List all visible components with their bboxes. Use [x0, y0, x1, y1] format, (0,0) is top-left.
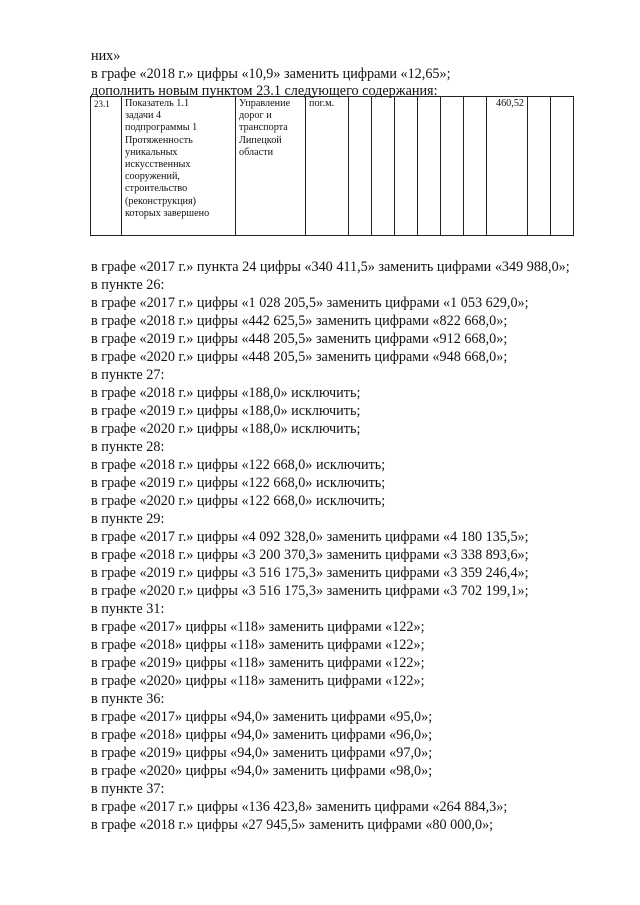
cell-value: 460,52 — [487, 97, 528, 236]
cell-empty — [349, 97, 372, 236]
cell-text-line: Показатель 1.1 — [125, 98, 190, 109]
text-line: в графе «2019 г.» цифры «122 668,0» исключить; — [91, 475, 386, 491]
text-line: в графе «2019 г.» цифры «188,0» исключить; — [91, 403, 361, 419]
cell-empty — [528, 97, 551, 236]
text-line: в графе «2020 г.» цифры «188,0» исключить; — [91, 421, 361, 437]
cell-text-line: задачи 4 — [125, 110, 162, 122]
text-line: в графе «2017 г.» пункта 24 цифры «340 411,5» заменить цифрами «349 988,0»; — [91, 259, 570, 275]
text-line: в графе «2019» цифры «94,0» заменить цифрами «97,0»; — [91, 745, 433, 761]
text-line: в графе «2017» цифры «94,0» заменить цифрами «95,0»; — [91, 709, 433, 725]
text-line: в графе «2019 г.» цифры «448 205,5» заменить цифрами «912 668,0»; — [91, 331, 508, 347]
cell-empty — [395, 97, 418, 236]
cell-text-line: которых завершено — [125, 207, 210, 219]
text-line: в графе «2017» цифры «118» заменить цифрами «122»; — [91, 619, 425, 635]
text-line: в графе «2017 г.» цифры «1 028 205,5» заменить цифрами «1 053 629,0»; — [91, 295, 529, 311]
text-line: в пункте 29: — [91, 511, 165, 527]
text-line: в графе «2019 г.» цифры «3 516 175,3» заменить цифрами «3 359 246,4»; — [91, 565, 529, 581]
text-line: в пункте 28: — [91, 439, 165, 455]
text-line: в пункте 27: — [91, 367, 165, 383]
text-line: в пункте 36: — [91, 691, 165, 707]
text-line: в графе «2018» цифры «118» заменить цифрами «122»; — [91, 637, 425, 653]
cell-text-line: транспорта — [239, 122, 288, 134]
cell-empty — [464, 97, 487, 236]
text-line: в графе «2020 г.» цифры «448 205,5» заменить цифрами «948 668,0»; — [91, 349, 508, 365]
text-line: в графе «2020» цифры «94,0» заменить цифрами «98,0»; — [91, 763, 433, 779]
text-line: в графе «2020 г.» цифры «3 516 175,3» заменить цифрами «3 702 199,1»; — [91, 583, 529, 599]
text-line: в пункте 31: — [91, 601, 165, 617]
cell-empty — [418, 97, 441, 236]
text-line: дополнить новым пунктом 23.1 следующего содержания: — [91, 83, 438, 99]
text-line: в графе «2020 г.» цифры «122 668,0» исключить; — [91, 493, 386, 509]
text-line: в графе «2018» цифры «94,0» заменить цифрами «96,0»; — [91, 727, 433, 743]
inserted-table-wrapper — [90, 96, 574, 236]
text-line: в графе «2018 г.» цифры «122 668,0» исключить; — [91, 457, 386, 473]
text-line: в графе «2019» цифры «118» заменить цифрами «122»; — [91, 655, 425, 671]
text-line: в пункте 37: — [91, 781, 165, 797]
cell-indicator-name — [122, 97, 236, 236]
text-line: в графе «2017 г.» цифры «4 092 328,0» заменить цифрами «4 180 135,5»; — [91, 529, 529, 545]
cell-text-line: дорог и — [239, 110, 272, 122]
text-line: в графе «2018 г.» цифры «27 945,5» заменить цифрами «80 000,0»; — [91, 817, 494, 833]
cell-text-line: искусственных — [125, 159, 191, 171]
cell-text-line: Липецкой — [239, 134, 282, 146]
cell-responsible-org — [236, 97, 306, 236]
cell-text-line: области — [239, 146, 274, 158]
cell-empty — [551, 97, 574, 236]
cell-empty — [372, 97, 395, 236]
text-line: в графе «2020» цифры «118» заменить цифрами «122»; — [91, 673, 425, 689]
cell-empty — [441, 97, 464, 236]
cell-text-line: подпрограммы 1 — [125, 122, 198, 134]
cell-item-number: 23.1 — [91, 97, 122, 236]
cell-text-line: Управление — [239, 98, 291, 109]
text-line: в графе «2018 г.» цифры «188,0» исключить; — [91, 385, 361, 401]
text-line: в графе «2018 г.» цифры «442 625,5» заменить цифрами «822 668,0»; — [91, 313, 508, 329]
table-row — [91, 97, 574, 236]
text-line: в графе «2017 г.» цифры «136 423,8» заменить цифрами «264 884,3»; — [91, 799, 508, 815]
text-line: в графе «2018 г.» цифры «3 200 370,3» заменить цифрами «3 338 893,6»; — [91, 547, 529, 563]
cell-text-line: уникальных — [125, 146, 178, 158]
cell-text-line: Протяженность — [125, 134, 193, 146]
cell-unit: пог.м. — [306, 97, 349, 236]
text-line: них» — [91, 48, 121, 64]
cell-text-line: (реконструкция) — [125, 195, 197, 207]
inserted-table — [90, 96, 574, 236]
text-line: в пункте 26: — [91, 277, 165, 293]
cell-text-line: строительство — [125, 183, 188, 195]
cell-text-line: сооружений, — [125, 171, 180, 183]
text-line: в графе «2018 г.» цифры «10,9» заменить цифрами «12,65»; — [91, 66, 451, 82]
